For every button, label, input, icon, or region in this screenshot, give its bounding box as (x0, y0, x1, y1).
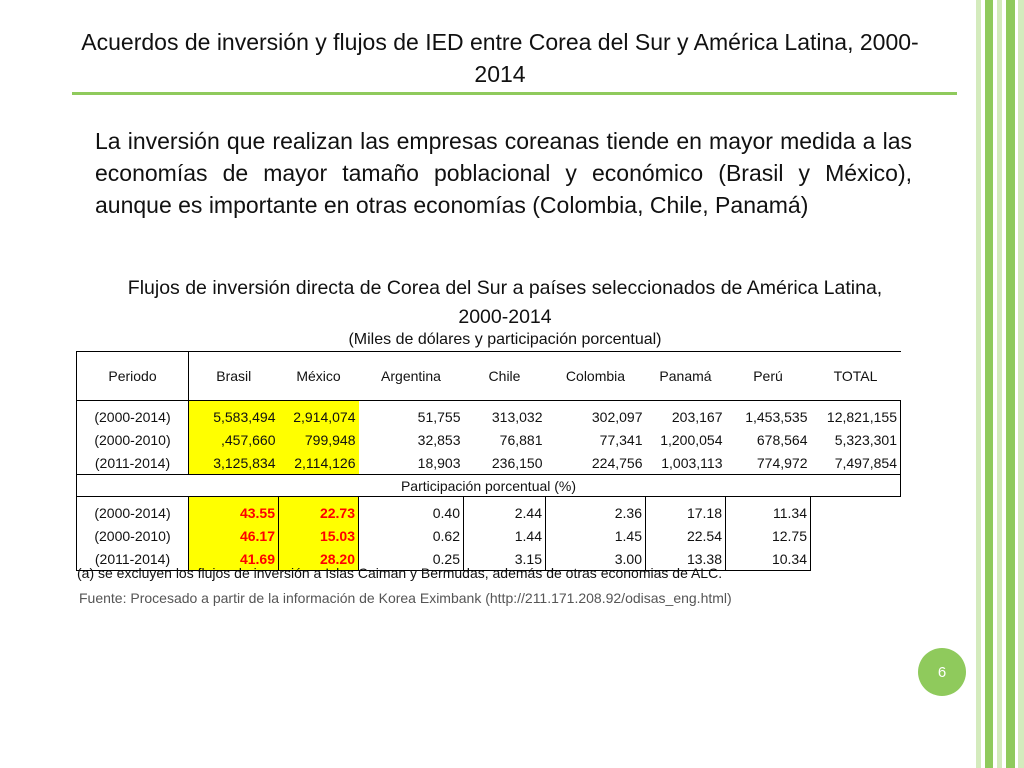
title-divider (72, 92, 957, 95)
empty-cell (811, 547, 901, 571)
table-cell: 203,167 (671, 408, 723, 425)
table-cell: 1.44 (464, 524, 546, 547)
table-cell: 12.75 (726, 524, 811, 547)
table-cell: 1.45 (546, 524, 646, 547)
table-cell: 0.40 (359, 497, 464, 525)
empty-cell (811, 497, 901, 525)
table-cell: 302,097 (591, 408, 643, 425)
decor-stripe (1006, 0, 1015, 768)
decor-stripe (1018, 0, 1024, 768)
table-cell: 774,972 (756, 454, 808, 471)
table-cell: 41.69 (189, 547, 279, 571)
period-cell: (2000-2014) (77, 497, 189, 525)
table-cell: 0.25 (359, 547, 464, 571)
table-cell: 2,914,074 (279, 401, 359, 429)
table-cell: 46.17 (189, 524, 279, 547)
empty-cell (811, 524, 901, 547)
table-cell: 224,756 (591, 454, 643, 471)
table-cell: 51,755 (417, 408, 461, 425)
table-cell: 5,323,301 (811, 428, 901, 451)
section-row (77, 475, 901, 497)
table-cell: 17.18 (646, 497, 726, 525)
header-cell: Argentina (359, 352, 464, 401)
table-cell: 22.73 (279, 497, 359, 525)
period-cell: (2011-2014) (77, 547, 189, 571)
table-row (77, 428, 901, 451)
table-cell: 76,881 (499, 431, 543, 448)
source-note: Fuente: Procesado a partir de la información de Korea Eximbank (http://211.171.208.92/odisas_eng.html) (79, 590, 732, 606)
table-cell: 3.00 (546, 547, 646, 571)
table-cell: 3,125,834 (189, 451, 279, 475)
table-cell: 77,341 (599, 431, 643, 448)
period-cell: (2000-2014) (77, 401, 189, 429)
page-number: 6 (937, 663, 947, 681)
table-cell: 0.62 (359, 524, 464, 547)
decor-stripe (997, 0, 1002, 768)
period-cell: (2000-2010) (77, 428, 189, 451)
header-cell: Brasil (189, 352, 279, 401)
decor-stripe (985, 0, 993, 768)
table-cell: 5,583,494 (189, 401, 279, 429)
table-row (77, 401, 901, 429)
section-label: Participación porcentual (%) (77, 475, 901, 497)
table-cell: 11.34 (726, 497, 811, 525)
header-cell: Periodo (77, 352, 189, 401)
table-cell: 313,032 (491, 408, 543, 425)
table-cell: 13.38 (646, 547, 726, 571)
table-cell: 236,150 (491, 454, 543, 471)
header-cell: Panamá (646, 352, 726, 401)
table-cell: 28.20 (279, 547, 359, 571)
table-cell: 2,114,126 (279, 451, 359, 475)
header-cell: TOTAL (811, 352, 901, 401)
table-title: Flujos de inversión directa de Corea del Sur a países seleccionados de América Latina, 2000-2014 (127, 277, 883, 328)
table-header-row (77, 352, 901, 401)
header-cell: Perú (726, 352, 811, 401)
intro-paragraph: La inversión que realizan las empresas coreanas tiende en mayor medida a las economías de mayor tamaño poblacional y económico (Brasil y México), aunque es importante en otras economías (Colombia, Chile, Panamá) (95, 128, 912, 218)
table-cell: 18,903 (417, 454, 461, 471)
table-row (77, 497, 901, 525)
decor-stripe (976, 0, 981, 768)
table-row (77, 451, 901, 475)
table-cell: 1,003,113 (661, 454, 723, 471)
table-cell: 678,564 (756, 431, 808, 448)
table-cell: 3.15 (464, 547, 546, 571)
period-cell: (2011-2014) (77, 451, 189, 475)
table-cell: 1,200,054 (660, 431, 723, 448)
table-subtitle: (Miles de dólares y participación porcentual) (348, 331, 662, 348)
table-cell: 10.34 (726, 547, 811, 571)
table-cell: 799,948 (279, 428, 359, 451)
page-number-badge (918, 648, 966, 696)
header-cell: México (279, 352, 359, 401)
table-cell: 32,853 (417, 431, 461, 448)
table-cell: 7,497,854 (811, 451, 901, 475)
header-cell: Chile (464, 352, 546, 401)
header-cell: Colombia (546, 352, 646, 401)
slide-title: Acuerdos de inversión y flujos de IED entre Corea del Sur y América Latina, 2000-2014 (81, 29, 919, 87)
table-cell: 2.44 (464, 497, 546, 525)
table-cell: 12,821,155 (811, 401, 901, 429)
table-cell: 1,453,535 (745, 408, 808, 425)
table-row (77, 524, 901, 547)
table-cell: 43.55 (189, 497, 279, 525)
period-cell: (2000-2010) (77, 524, 189, 547)
table-cell: 2.36 (546, 497, 646, 525)
table-cell: 15.03 (279, 524, 359, 547)
table-cell: 22.54 (646, 524, 726, 547)
table-cell: ,457,660 (189, 428, 279, 451)
table-footnote: (a) se excluyen los flujos de inversión a Islas Caiman y Bermudas, además de otras economias de ALC. (77, 565, 723, 581)
investment-table (76, 351, 901, 571)
